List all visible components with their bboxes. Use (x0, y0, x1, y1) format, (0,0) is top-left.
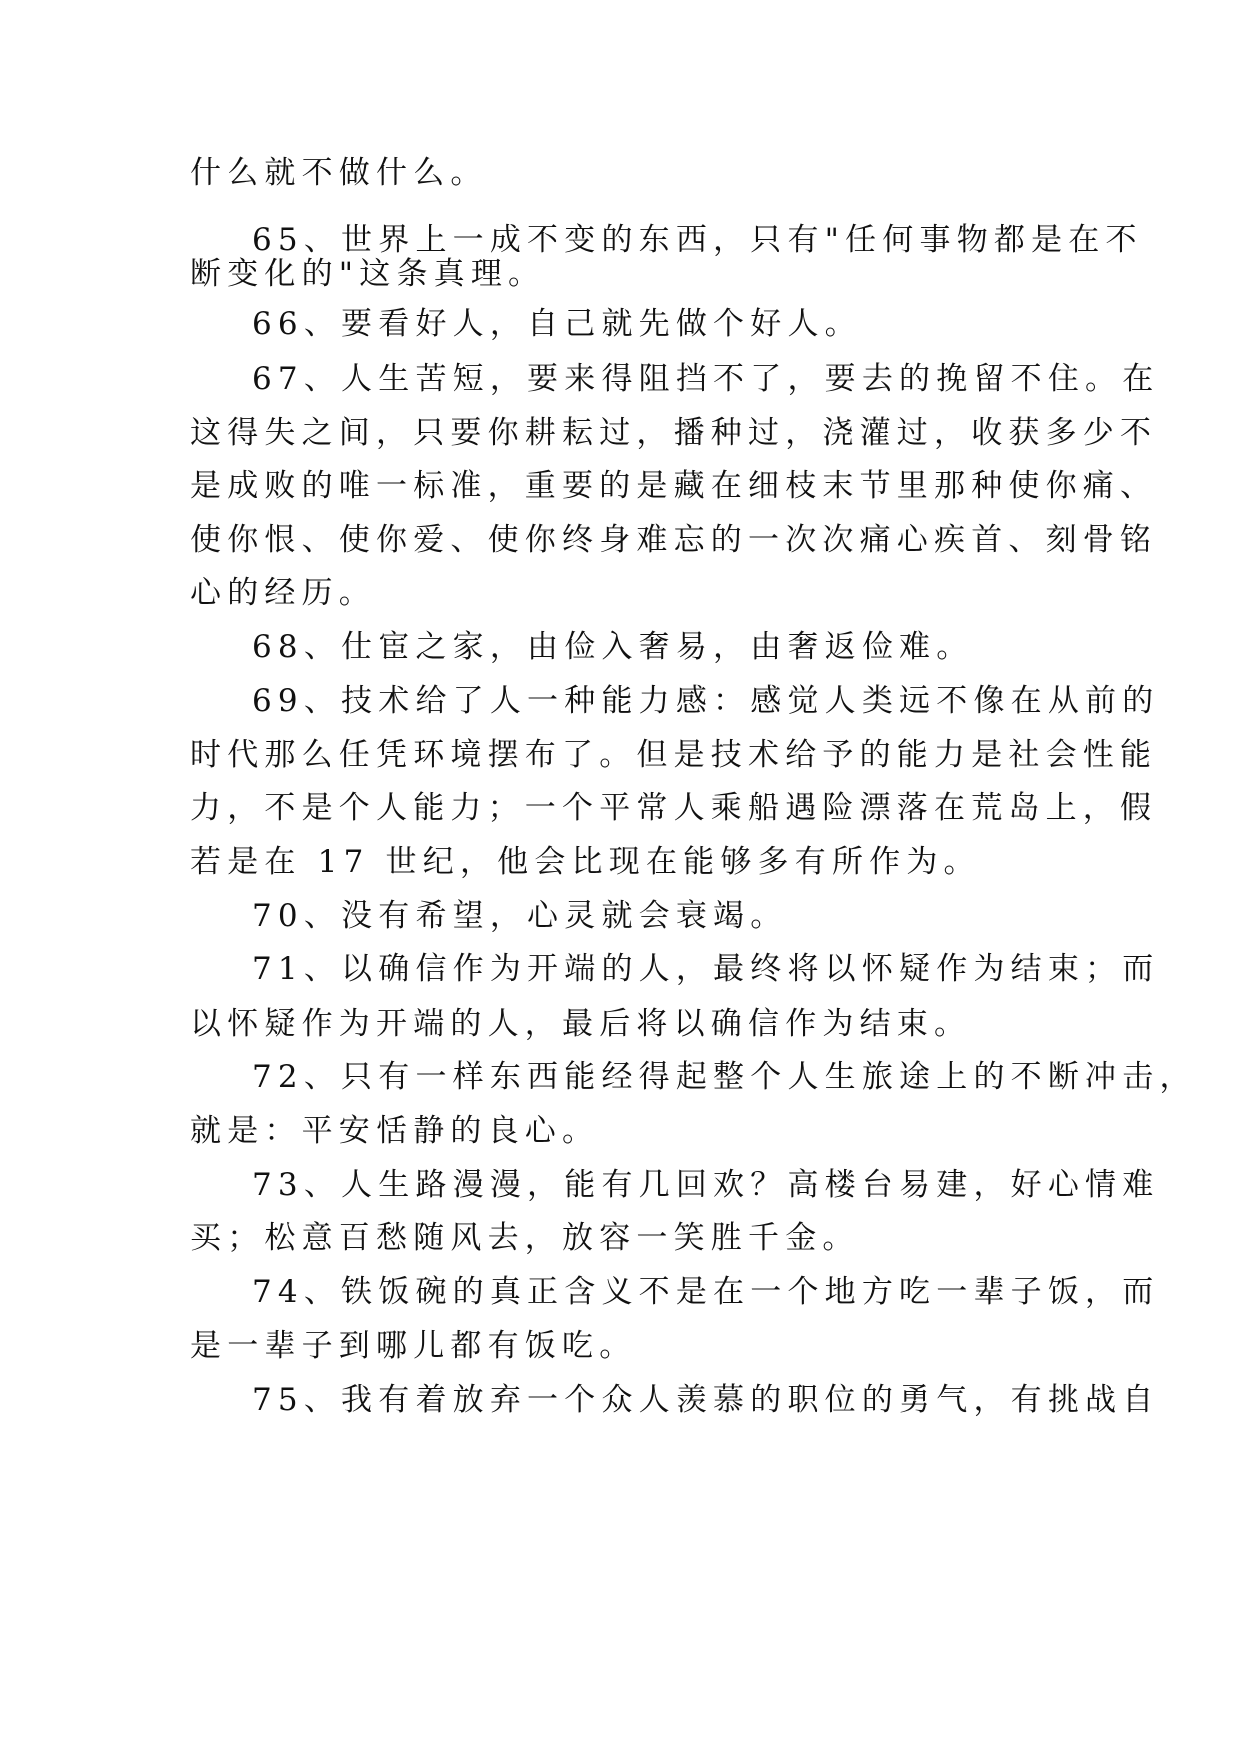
paragraph-67-start: 67、人生苦短，要来得阻挡不了，要去的挽留不住。在 (252, 361, 1160, 397)
text-line: 是一辈子到哪儿都有饭吃。 (190, 1328, 637, 1364)
paragraph-75-start: 75、我有着放弃一个众人羡慕的职位的勇气，有挑战自 (252, 1382, 1160, 1418)
paragraph-74-start: 74、铁饭碗的真正含义不是在一个地方吃一辈子饭，而 (252, 1274, 1160, 1310)
paragraph-65-start: 65、世界上一成不变的东西，只有"任何事物都是在不 (252, 222, 1143, 258)
text-line: 买；松意百愁随风去，放容一笑胜千金。 (190, 1220, 860, 1256)
paragraph-72-start: 72、只有一样东西能经得起整个人生旅途上的不断冲击， (252, 1059, 1197, 1095)
text-line: 是成败的唯一标准，重要的是藏在细枝末节里那种使你痛、 (190, 468, 1158, 504)
paragraph-70-start: 70、没有希望，心灵就会衰竭。 (252, 898, 788, 934)
paragraph-66-start: 66、要看好人，自己就先做个好人。 (252, 306, 862, 342)
text-line: 心的经历。 (190, 575, 376, 611)
paragraph-68-start: 68、仕宦之家，由俭入奢易，由奢返俭难。 (252, 629, 974, 665)
text-line: 这得失之间，只要你耕耘过，播种过，浇灌过，收获多少不 (190, 415, 1158, 451)
text-line: 以怀疑作为开端的人，最后将以确信作为结束。 (190, 1006, 972, 1042)
paragraph-73-start: 73、人生路漫漫，能有几回欢？高楼台易建，好心情难 (252, 1167, 1160, 1203)
text-line: 就是：平安恬静的良心。 (190, 1113, 600, 1149)
paragraph-69-start: 69、技术给了人一种能力感：感觉人类远不像在从前的 (252, 683, 1160, 719)
text-line: 什么就不做什么。 (190, 155, 488, 191)
text-line: 若是在 17 世纪，他会比现在能够多有所作为。 (190, 844, 981, 880)
text-line: 力，不是个人能力；一个平常人乘船遇险漂落在荒岛上，假 (190, 790, 1158, 826)
text-line: 时代那么任凭环境摆布了。但是技术给予的能力是社会性能 (190, 737, 1158, 773)
text-line: 使你恨、使你爱、使你终身难忘的一次次痛心疾首、刻骨铭 (190, 522, 1158, 558)
paragraph-71-start: 71、以确信作为开端的人，最终将以怀疑作为结束；而 (252, 951, 1160, 987)
text-line: 断变化的"这条真理。 (190, 256, 546, 292)
